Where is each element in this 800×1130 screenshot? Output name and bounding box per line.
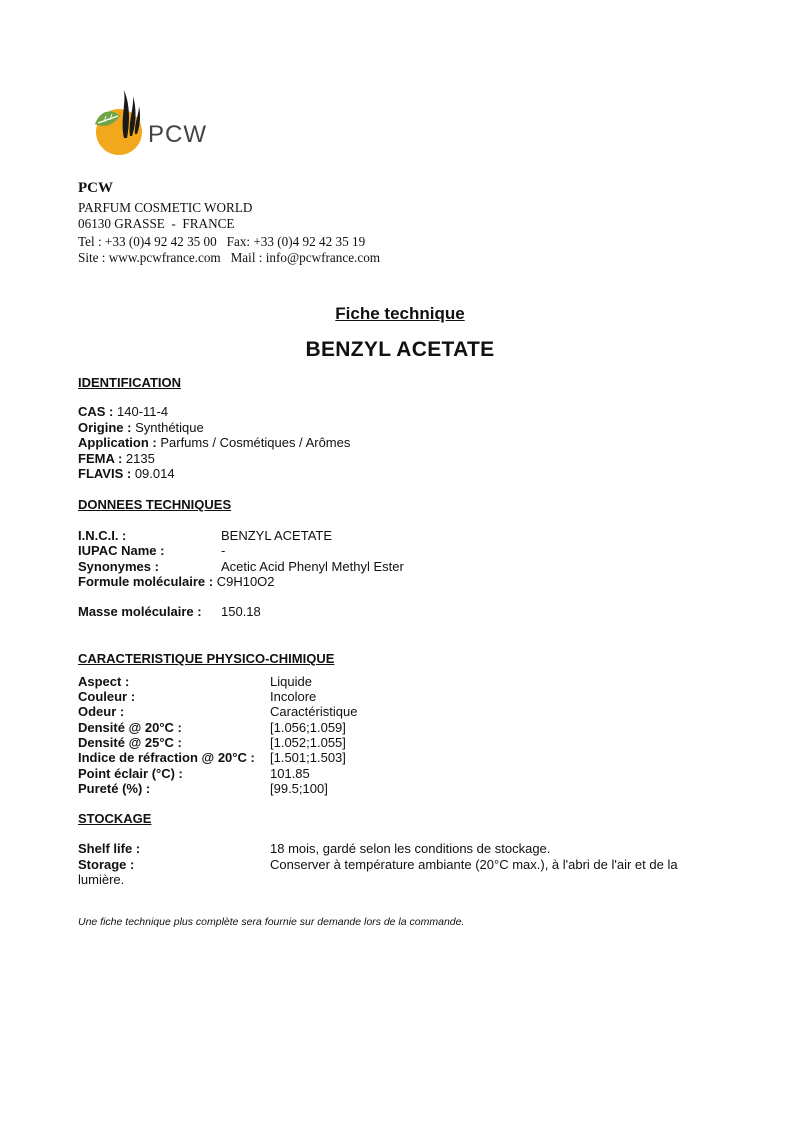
physico-label: Densité @ 20°C :: [78, 720, 182, 735]
company-name: PCW: [78, 180, 113, 196]
physico-label: Point éclair (°C) :: [78, 766, 183, 781]
technical-label: Synonymes :: [78, 559, 159, 574]
physico-value: Incolore: [270, 689, 317, 704]
company-phone: Tel : +33 (0)4 92 42 35 00 Fax: +33 (0)4 92 42 35 19: [78, 234, 366, 249]
storage-label: Shelf life :: [78, 841, 141, 856]
identification-row: FEMA : 2135: [78, 451, 155, 466]
physico-label: Aspect :: [78, 674, 130, 689]
storage-value: 18 mois, gardé selon les conditions de stockage.: [270, 841, 551, 856]
technical-value: 150.18: [221, 604, 261, 619]
technical-value: -: [221, 543, 226, 558]
technical-value: BENZYL ACETATE: [221, 528, 333, 543]
physico-value: Caractéristique: [270, 704, 358, 719]
company-city: 06130 GRASSE - FRANCE: [78, 216, 235, 231]
storage-continuation: lumière.: [78, 872, 125, 887]
physico-label: Densité @ 25°C :: [78, 735, 182, 750]
product-name: BENZYL ACETATE: [305, 338, 495, 361]
physico-value: [99.5;100]: [270, 781, 328, 796]
physico-label: Pureté (%) :: [78, 781, 151, 796]
identification-row: Application : Parfums / Cosmétiques / Arômes: [78, 435, 351, 450]
identification-row: CAS : 140-11-4: [78, 404, 169, 419]
physico-value: [1.052;1.055]: [270, 735, 346, 750]
storage-heading: STOCKAGE: [78, 811, 152, 826]
technical-value: Acetic Acid Phenyl Methyl Ester: [221, 559, 404, 574]
technical-label: Masse moléculaire :: [78, 604, 202, 619]
technical-heading: DONNEES TECHNIQUES: [78, 497, 232, 512]
physico-label: Odeur :: [78, 704, 125, 719]
storage-value: Conserver à température ambiante (20°C max.), à l'abri de l'air et de la: [270, 857, 678, 872]
company-web: Site : www.pcwfrance.com Mail : info@pcwfrance.com: [78, 250, 381, 265]
technical-label: IUPAC Name :: [78, 543, 165, 558]
physico-label: Couleur :: [78, 689, 136, 704]
logo-emblem-icon: [86, 86, 226, 166]
logo-text: PCW: [148, 121, 207, 148]
physico-value: 101.85: [270, 766, 310, 781]
physico-heading: CARACTERISTIQUE PHYSICO-CHIMIQUE: [78, 651, 335, 666]
footnote: Une fiche technique plus complète sera fournie sur demande lors de la commande.: [78, 916, 465, 928]
identification-row: Origine : Synthétique: [78, 420, 204, 435]
physico-value: [1.056;1.059]: [270, 720, 346, 735]
physico-value: Liquide: [270, 674, 312, 689]
physico-value: [1.501;1.503]: [270, 750, 346, 765]
technical-label: I.N.C.I. :: [78, 528, 127, 543]
storage-label: Storage :: [78, 857, 135, 872]
company-full-name: PARFUM COSMETIC WORLD: [78, 200, 253, 215]
technical-row: Formule moléculaire : C9H10O2: [78, 574, 275, 589]
identification-heading: IDENTIFICATION: [78, 375, 182, 390]
pcw-logo: [86, 86, 226, 166]
physico-label: Indice de réfraction @ 20°C :: [78, 750, 255, 765]
identification-row: FLAVIS : 09.014: [78, 466, 175, 481]
document-type-title: Fiche technique: [335, 304, 465, 323]
